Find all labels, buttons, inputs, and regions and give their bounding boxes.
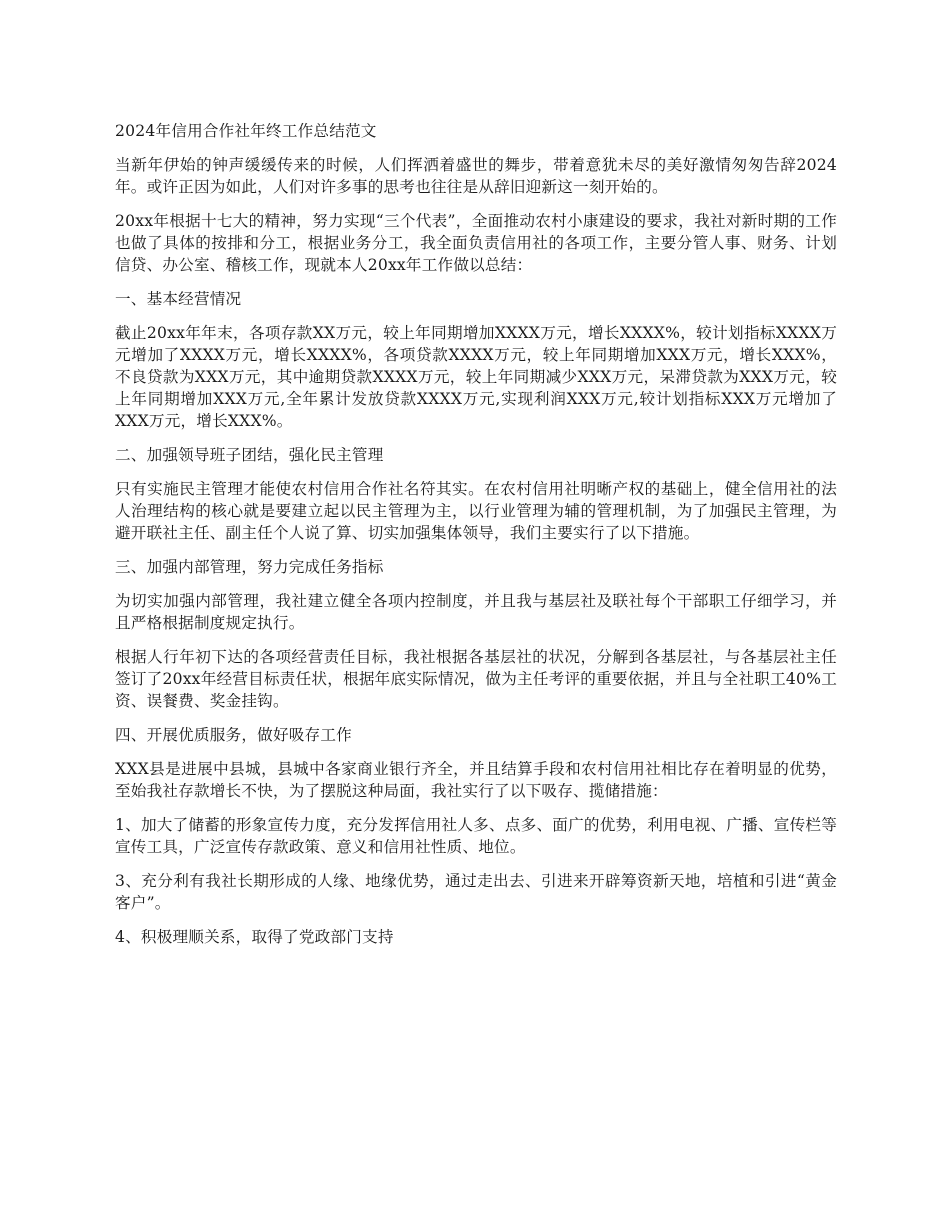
section-heading-3: 三、加强内部管理，努力完成任务指标 bbox=[115, 558, 384, 576]
section-heading-2: 二、加强领导班子团结，强化民主管理 bbox=[115, 446, 384, 464]
overview-paragraph: 20xx年根据十七大的精神，努力实现“三个代表”，全面推动农村小康建设的要求，我社对新时期的工作也做了具体的按排和分工，根据业务分工，我全面负责信用社的各项工作，主要分管人事、财务、计划信贷、办公室、稽核工作，现就本人20xx年工作做以总结： bbox=[115, 212, 837, 274]
section-1-paragraph: 截止20xx年年末，各项存款XX万元，较上年同期增加XXXX万元，增长XXXX%，较计划指标XXXX万元增加了XXXX万元，增长XXXX%，各项贷款XXXX万元，较上年同期增加XXX万元，增长XXX%，不良贷款为XXX万元，其中逾期贷款XXXX万元，较上年同期减少XXX万元，呆滞贷款为XXX万元，较上年同期增加XXX万元,全年累计发放贷款XXXX万元,实现利润XXX万元,较计划指标XXX万元增加了XXX万元，增长XXX%。 bbox=[115, 324, 837, 430]
measure-item-1: 1、加大了储蓄的形象宣传力度，充分发挥信用社人多、点多、面广的优势，利用电视、广播、宣传栏等宣传工具，广泛宣传存款政策、意义和信用社性质、地位。 bbox=[115, 816, 837, 856]
measure-item-4: 4、积极理顺关系，取得了党政部门支持 bbox=[115, 928, 394, 946]
section-heading-1: 一、基本经营情况 bbox=[115, 290, 242, 308]
section-2-paragraph: 只有实施民主管理才能使农村信用合作社名符其实。在农村信用社明晰产权的基础上，健全信用社的法人治理结构的核心就是要建立起以民主管理为主，以行业管理为辅的管理机制，为了加强民主管理，为避开联社主任、副主任个人说了算、切实加强集体领导，我们主要实行了以下措施。 bbox=[115, 480, 837, 542]
section-heading-4: 四、开展优质服务，做好吸存工作 bbox=[115, 726, 352, 744]
section-3-paragraph-1: 为切实加强内部管理，我社建立健全各项内控制度，并且我与基层社及联社每个干部职工仔细学习，并且严格根据制度规定执行。 bbox=[115, 592, 837, 632]
measure-item-3: 3、充分利有我社长期形成的人缘、地缘优势，通过走出去、引进来开辟筹资新天地，培植和引进“黄金客户”。 bbox=[115, 872, 837, 912]
section-4-paragraph: XXX县是进展中县城，县城中各家商业银行齐全，并且结算手段和农村信用社相比存在着明显的优势，至始我社存款增长不快，为了摆脱这种局面，我社实行了以下吸存、揽储措施： bbox=[115, 760, 837, 800]
intro-paragraph: 当新年伊始的钟声缓缓传来的时候，人们挥洒着盛世的舞步，带着意犹未尽的美好激情匆匆告辞2024年。或许正因为如此，人们对许多事的思考也往往是从辞旧迎新这一刻开始的。 bbox=[115, 156, 837, 196]
document-title: 2024年信用合作社年终工作总结范文 bbox=[115, 122, 377, 140]
document-body bbox=[115, 120, 837, 960]
section-3-paragraph-2: 根据人行年初下达的各项经营责任目标，我社根据各基层社的状况，分解到各基层社，与各基层社主任签订了20xx年经营目标责任状，根据年底实际情况，做为主任考评的重要依据，并且与全社职工40%工资、误餐费、奖金挂钩。 bbox=[115, 648, 837, 710]
